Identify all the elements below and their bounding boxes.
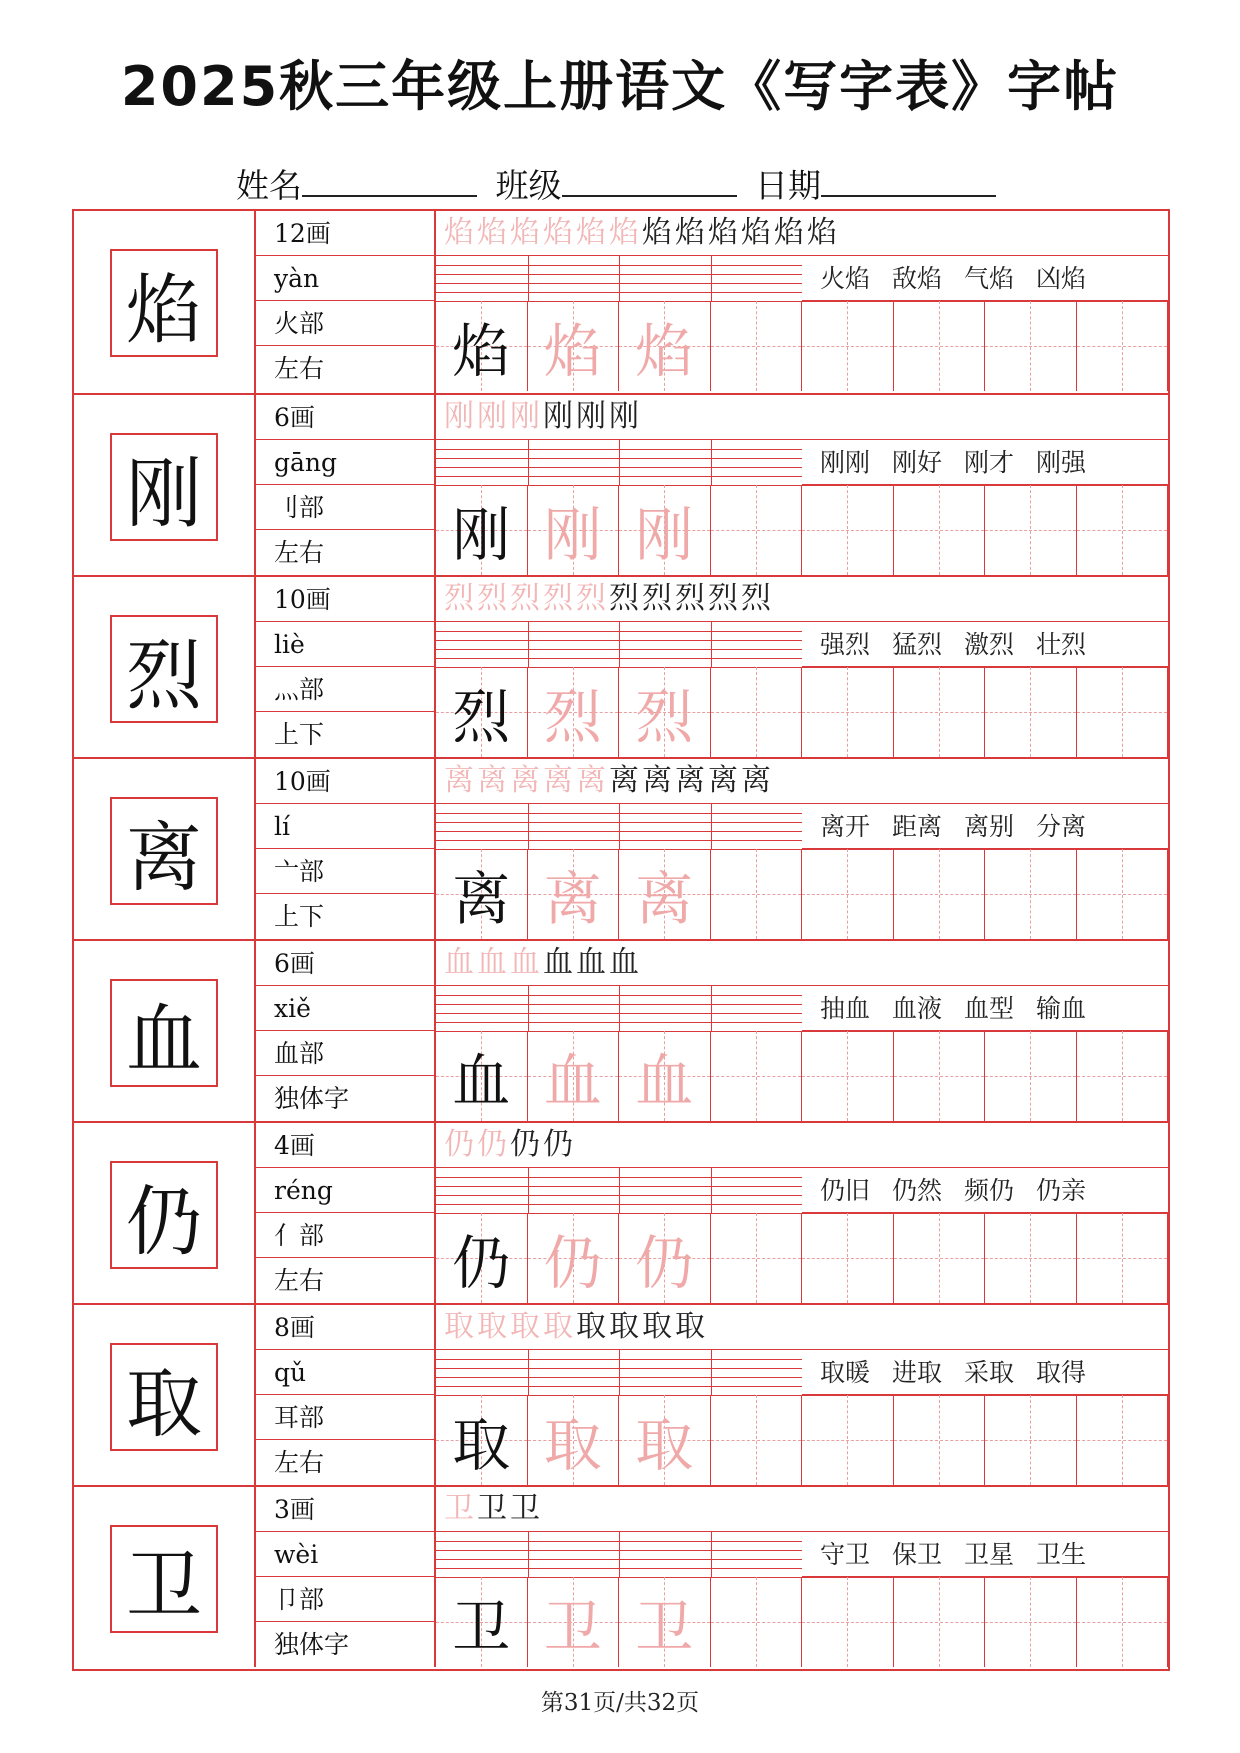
writing-square[interactable] (711, 1577, 803, 1667)
writing-square[interactable] (528, 301, 620, 391)
writing-square[interactable] (1077, 1577, 1169, 1667)
stroke-count: 6画 (256, 395, 434, 440)
radical: 卩部 (256, 1577, 434, 1622)
trace-character: 取 (543, 1411, 602, 1479)
word: 仍然 (892, 1176, 943, 1205)
trace-character: 离 (635, 865, 694, 933)
writing-square[interactable] (802, 849, 894, 939)
word: 分离 (1036, 812, 1087, 841)
writing-square[interactable] (619, 667, 711, 757)
writing-square[interactable] (894, 1031, 986, 1121)
word: 离开 (820, 812, 871, 841)
trace-character: 刚 (543, 501, 602, 569)
sample-character: 卫 (452, 1593, 511, 1661)
character-row (74, 1303, 1168, 1485)
practice-area (436, 211, 1168, 393)
writing-square[interactable] (711, 667, 803, 757)
pinyin-writing-lines[interactable] (436, 986, 802, 1031)
writing-square[interactable] (802, 1577, 894, 1667)
word: 激烈 (964, 630, 1015, 659)
word-list (802, 1350, 1168, 1395)
character-row (74, 211, 1168, 393)
trace-character: 血 (635, 1047, 694, 1115)
model-character: 离 (110, 797, 218, 905)
trace-character: 仍 (635, 1229, 694, 1297)
character-row (74, 757, 1168, 939)
writing-square[interactable] (894, 667, 986, 757)
writing-squares (436, 1213, 1168, 1305)
stroke-count: 8画 (256, 1305, 434, 1350)
big-char-cell (74, 759, 256, 939)
word: 距离 (892, 812, 943, 841)
word: 强烈 (820, 630, 871, 659)
writing-squares (436, 1031, 1168, 1123)
radical: 灬部 (256, 667, 434, 712)
structure: 左右 (274, 354, 325, 383)
word: 仍亲 (1036, 1176, 1087, 1205)
practice-grid (72, 209, 1170, 1671)
writing-square[interactable] (711, 485, 803, 575)
writing-square[interactable] (528, 1395, 620, 1485)
stroke-order: 刚刚刚刚刚刚 (436, 395, 1168, 440)
stroke-count: 6画 (256, 941, 434, 986)
sample-character: 焰 (452, 317, 511, 385)
pinyin-writing-lines[interactable] (436, 1350, 802, 1395)
writing-square[interactable] (985, 301, 1077, 391)
pinyin: qǔ (256, 1350, 434, 1395)
char-info (256, 1305, 436, 1485)
radical: 耳部 (256, 1395, 434, 1440)
character-row (74, 939, 1168, 1121)
pinyin: lí (256, 804, 434, 849)
writing-square[interactable] (711, 301, 803, 391)
date-blank[interactable] (821, 167, 996, 197)
writing-square[interactable] (1077, 849, 1169, 939)
name-blank[interactable] (302, 167, 477, 197)
trace-character: 取 (635, 1411, 694, 1479)
word: 敌焰 (892, 264, 943, 293)
stroke-count: 4画 (256, 1123, 434, 1168)
word: 刚好 (892, 448, 943, 477)
radical: 刂部 (256, 485, 434, 530)
writing-square[interactable] (619, 849, 711, 939)
writing-square[interactable] (436, 301, 528, 391)
class-label: 班级 (495, 166, 562, 205)
word: 离别 (964, 812, 1015, 841)
writing-square[interactable] (894, 485, 986, 575)
writing-square[interactable] (619, 301, 711, 391)
character-row (74, 393, 1168, 575)
writing-square[interactable] (802, 1031, 894, 1121)
word: 抽血 (820, 994, 871, 1023)
pinyin: yàn (256, 256, 434, 301)
writing-square[interactable] (436, 1213, 528, 1303)
writing-square[interactable] (528, 1213, 620, 1303)
word-list (802, 440, 1168, 485)
class-blank[interactable] (562, 167, 737, 197)
word: 刚强 (1036, 448, 1087, 477)
big-char-cell (74, 941, 256, 1121)
stroke-order: 取取取取取取取取 (436, 1305, 1168, 1350)
word: 进取 (892, 1358, 943, 1387)
writing-square[interactable] (619, 1031, 711, 1121)
word-list (802, 986, 1168, 1031)
writing-square[interactable] (1077, 485, 1169, 575)
writing-square[interactable] (985, 1577, 1077, 1667)
pinyin-writing-lines[interactable] (436, 1532, 802, 1577)
radical: 亠部 (256, 849, 434, 894)
trace-character: 烈 (543, 683, 602, 751)
pinyin: wèi (256, 1532, 434, 1577)
stroke-order: 烈烈烈烈烈烈烈烈烈烈 (436, 577, 1168, 622)
word: 保卫 (892, 1540, 943, 1569)
writing-square[interactable] (528, 1577, 620, 1667)
char-info (256, 211, 436, 393)
sample-character: 刚 (452, 501, 511, 569)
writing-square[interactable] (436, 667, 528, 757)
writing-square[interactable] (711, 1395, 803, 1485)
sample-character: 烈 (452, 683, 511, 751)
writing-square[interactable] (985, 849, 1077, 939)
radical: 火部 (256, 301, 434, 346)
stroke-order: 离离离离离离离离离离 (436, 759, 1168, 804)
radical: 亻部 (256, 1213, 434, 1258)
character-row (74, 1485, 1168, 1667)
word-list (802, 256, 1168, 301)
pinyin: liè (256, 622, 434, 667)
character-row (74, 575, 1168, 757)
writing-square[interactable] (985, 667, 1077, 757)
char-info (256, 1123, 436, 1303)
pinyin-writing-lines[interactable] (436, 622, 802, 667)
word: 卫星 (964, 1540, 1015, 1569)
writing-square[interactable] (619, 485, 711, 575)
date-label: 日期 (755, 166, 821, 205)
model-character: 血 (110, 979, 218, 1087)
writing-squares (436, 301, 1168, 393)
word: 血型 (964, 994, 1015, 1023)
structure: 上下 (274, 902, 325, 931)
structure: 左右 (274, 1448, 325, 1477)
writing-square[interactable] (802, 1395, 894, 1485)
practice-area (436, 1123, 1168, 1303)
word-list (802, 804, 1168, 849)
pinyin: réng (256, 1168, 434, 1213)
structure: 独体字 (274, 1630, 350, 1659)
big-char-cell (74, 1123, 256, 1303)
practice-area (436, 759, 1168, 939)
writing-square[interactable] (436, 1031, 528, 1121)
big-char-cell (74, 1487, 256, 1667)
stroke-count: 10画 (256, 759, 434, 804)
pinyin-writing-lines[interactable] (436, 440, 802, 485)
trace-character: 焰 (543, 317, 602, 385)
practice-area (436, 941, 1168, 1121)
writing-square[interactable] (528, 1031, 620, 1121)
radical: 血部 (256, 1031, 434, 1076)
word: 壮烈 (1036, 630, 1087, 659)
trace-character: 烈 (635, 683, 694, 751)
writing-square[interactable] (802, 1213, 894, 1303)
page-title: 2025秋三年级上册语文《写字表》字帖 (120, 55, 1120, 118)
char-info (256, 577, 436, 757)
pinyin-writing-lines[interactable] (436, 256, 802, 301)
writing-square[interactable] (894, 301, 986, 391)
writing-squares (436, 849, 1168, 941)
trace-character: 仍 (543, 1229, 602, 1297)
word-list (802, 1532, 1168, 1577)
writing-square[interactable] (436, 1395, 528, 1485)
word: 守卫 (820, 1540, 871, 1569)
sample-character: 血 (452, 1047, 511, 1115)
writing-square[interactable] (528, 849, 620, 939)
word: 取得 (1036, 1358, 1087, 1387)
word: 凶焰 (1036, 264, 1087, 293)
writing-square[interactable] (802, 667, 894, 757)
writing-square[interactable] (1077, 1395, 1169, 1485)
writing-square[interactable] (894, 1577, 986, 1667)
word-list (802, 1168, 1168, 1213)
writing-square[interactable] (436, 485, 528, 575)
model-character: 烈 (110, 615, 218, 723)
writing-square[interactable] (619, 1213, 711, 1303)
writing-square[interactable] (1077, 1031, 1169, 1121)
word: 火焰 (820, 264, 871, 293)
word: 刚刚 (820, 448, 871, 477)
word: 气焰 (964, 264, 1015, 293)
sample-character: 离 (452, 865, 511, 933)
writing-square[interactable] (436, 849, 528, 939)
pinyin-writing-lines[interactable] (436, 1168, 802, 1213)
writing-square[interactable] (985, 485, 1077, 575)
word-list (802, 622, 1168, 667)
model-character: 卫 (110, 1525, 218, 1633)
writing-square[interactable] (894, 1395, 986, 1485)
word: 仍旧 (820, 1176, 871, 1205)
writing-square[interactable] (619, 1577, 711, 1667)
writing-square[interactable] (436, 1577, 528, 1667)
writing-square[interactable] (894, 1213, 986, 1303)
writing-squares (436, 1395, 1168, 1487)
writing-square[interactable] (528, 667, 620, 757)
writing-square[interactable] (802, 485, 894, 575)
word: 取暖 (820, 1358, 871, 1387)
character-row (74, 1121, 1168, 1303)
student-info-line (0, 160, 1240, 207)
practice-area (436, 1305, 1168, 1485)
writing-square[interactable] (894, 849, 986, 939)
writing-squares (436, 485, 1168, 577)
writing-squares (436, 1577, 1168, 1669)
structure: 上下 (274, 720, 325, 749)
stroke-count: 3画 (256, 1487, 434, 1532)
stroke-order: 卫卫卫 (436, 1487, 1168, 1532)
big-char-cell (74, 1305, 256, 1485)
char-info (256, 1487, 436, 1667)
word: 刚才 (964, 448, 1015, 477)
trace-character: 刚 (635, 501, 694, 569)
sample-character: 仍 (452, 1229, 511, 1297)
char-info (256, 395, 436, 575)
pinyin-writing-lines[interactable] (436, 804, 802, 849)
stroke-count: 12画 (256, 211, 434, 256)
writing-square[interactable] (802, 301, 894, 391)
writing-square[interactable] (1077, 301, 1169, 391)
pinyin: gāng (256, 440, 434, 485)
word: 血液 (892, 994, 943, 1023)
model-character: 焰 (110, 249, 218, 357)
word: 猛烈 (892, 630, 943, 659)
big-char-cell (74, 395, 256, 575)
writing-square[interactable] (619, 1395, 711, 1485)
trace-character: 焰 (635, 317, 694, 385)
stroke-order: 焰焰焰焰焰焰焰焰焰焰焰焰 (436, 211, 1168, 256)
word: 卫生 (1036, 1540, 1087, 1569)
word: 输血 (1036, 994, 1087, 1023)
model-character: 仍 (110, 1161, 218, 1269)
writing-square[interactable] (528, 485, 620, 575)
pinyin: xiě (256, 986, 434, 1031)
writing-square[interactable] (711, 1213, 803, 1303)
writing-square[interactable] (985, 1395, 1077, 1485)
trace-character: 卫 (635, 1593, 694, 1661)
word: 频仍 (964, 1176, 1015, 1205)
structure: 左右 (274, 1266, 325, 1295)
practice-area (436, 395, 1168, 575)
writing-squares (436, 667, 1168, 759)
writing-square[interactable] (985, 1213, 1077, 1303)
model-character: 刚 (110, 433, 218, 541)
structure: 左右 (274, 538, 325, 567)
writing-square[interactable] (1077, 667, 1169, 757)
char-info (256, 941, 436, 1121)
big-char-cell (74, 211, 256, 393)
word: 采取 (964, 1358, 1015, 1387)
trace-character: 卫 (543, 1593, 602, 1661)
page-footer: 第31页/共32页 (540, 1690, 700, 1716)
sample-character: 取 (452, 1411, 511, 1479)
char-info (256, 759, 436, 939)
trace-character: 血 (543, 1047, 602, 1115)
stroke-order: 血血血血血血 (436, 941, 1168, 986)
stroke-order: 仍仍仍仍 (436, 1123, 1168, 1168)
name-label: 姓名 (236, 166, 302, 205)
big-char-cell (74, 577, 256, 757)
writing-square[interactable] (711, 849, 803, 939)
writing-square[interactable] (711, 1031, 803, 1121)
structure: 独体字 (274, 1084, 350, 1113)
writing-square[interactable] (985, 1031, 1077, 1121)
model-character: 取 (110, 1343, 218, 1451)
writing-square[interactable] (1077, 1213, 1169, 1303)
practice-area (436, 577, 1168, 757)
trace-character: 离 (543, 865, 602, 933)
practice-area (436, 1487, 1168, 1667)
stroke-count: 10画 (256, 577, 434, 622)
